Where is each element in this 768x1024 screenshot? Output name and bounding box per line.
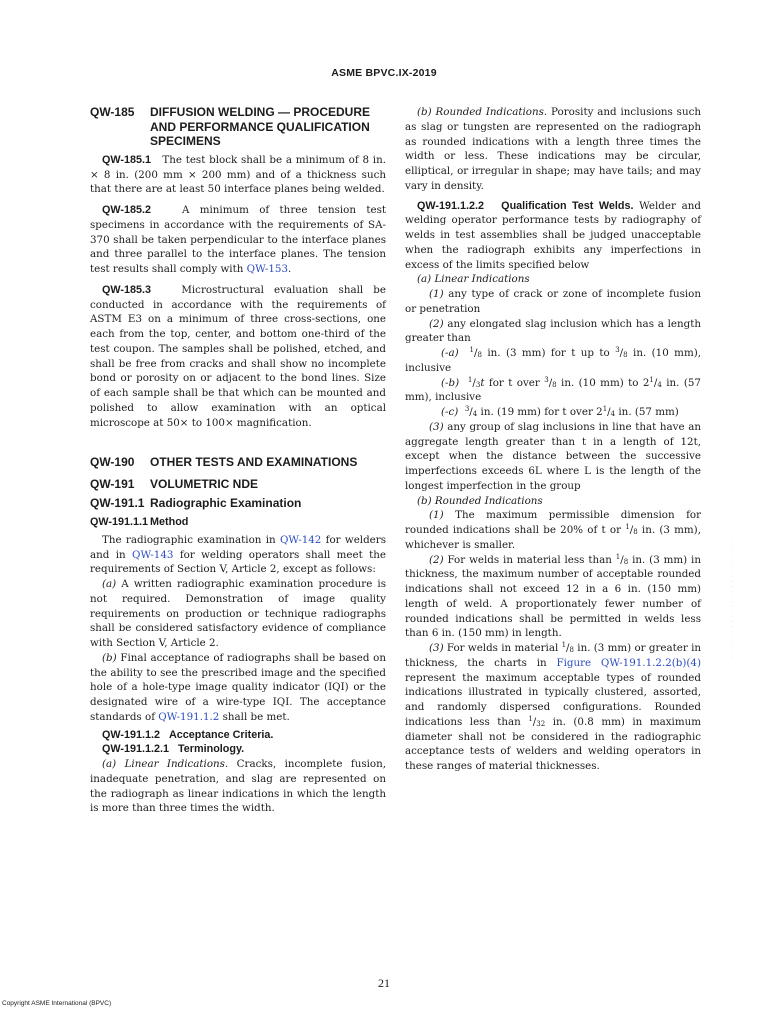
- item-label: (a): [102, 578, 117, 591]
- item-b3: (3) For welds in material $^1/_8$ in. (3 mm) or greater in thickness, the charts in Figure QW-191.1.2.2(b)(4) represent the maximum acceptable types of rounded indications illustrated in typically clustered, assorted, and randomly dispersed configurations. Rounded indications less than $^1/_{32}$ in. (0.8 mm) in maximum diameter shall not be considered in the radiographic acceptance tests of welders and welding operators in these ranges of material thicknesses.: [405, 641, 702, 772]
- copyright-notice: Copyright ASME International (BPVC): [2, 1000, 112, 1007]
- fraction-num: 1: [469, 346, 474, 354]
- right-column: [405, 105, 701, 774]
- paragraph-qw191122: [405, 199, 701, 273]
- item-a-heading: (a) Linear Indications: [417, 273, 530, 286]
- item-a2b: (-b) $^1/_3t$ for t over $^3/_8$ in. (10 mm) to $2^1/_4$ in. (57 mm), inclusive: [405, 375, 701, 404]
- paragraph-text: in. (57 mm): [618, 406, 679, 418]
- fraction-den: 8: [569, 646, 574, 654]
- paragraph-text: For welds in material: [443, 642, 559, 654]
- section-number: QW-185: [90, 105, 135, 119]
- item-a2: [405, 317, 701, 347]
- item-label: (-b): [441, 376, 460, 389]
- fraction-den: 4: [472, 410, 478, 418]
- fraction-den: 8: [552, 380, 557, 389]
- section-title: VOLUMETRIC NDE: [150, 476, 258, 491]
- section-title: Acceptance Criteria.: [169, 728, 274, 741]
- link-qw143[interactable]: QW-143: [132, 548, 174, 561]
- paragraph-text: Cracks, incomplete fusion, inadequate penetration, and slag are represented on the radiograph as linear indications in which the length is more than three times the width.: [90, 758, 387, 815]
- paragraph-text: in. (3 mm) for t up to: [487, 347, 610, 359]
- fraction-num: 1: [528, 714, 533, 723]
- item-label: (3): [429, 642, 444, 654]
- item-b-heading: (b) Rounded Indications: [417, 494, 543, 507]
- fraction-den: 8: [477, 351, 482, 359]
- paragraph-method-a: [90, 577, 386, 651]
- paragraph-text: A minimum of three tension test specimens in accordance with the requirements of SA-370 shall be taken perpendicular to the interface planes and three parallel to the interface planes. The tension test results shall comply with: [90, 204, 386, 276]
- section-heading-qw190: [90, 455, 386, 470]
- item-label: (b): [102, 651, 117, 664]
- item-label: (2): [429, 553, 444, 566]
- paragraph-text: for welders and in: [90, 533, 386, 561]
- item-label: (2): [429, 317, 444, 330]
- paragraph-qw1852: [90, 203, 386, 277]
- paragraph-text: in. (57 mm), inclusive: [405, 376, 701, 404]
- item-label: (3): [429, 420, 444, 433]
- paragraph-method: [90, 533, 386, 577]
- section-number: QW-191.1.1: [90, 515, 148, 528]
- paragraph-text: The radiographic examination in: [102, 533, 280, 546]
- fraction-num: 3: [544, 375, 549, 384]
- paragraph-linear-indications: [90, 757, 386, 816]
- fraction-den: 3: [475, 380, 481, 389]
- paragraph-rounded-indications-def: [405, 105, 701, 194]
- section-number: QW-191.1.2.1: [102, 743, 169, 756]
- item-b2: (2) For welds in material less than $^1/_8$ in. (3 mm) in thickness, the maximum number of acceptable rounded indications shall not exceed 12 in a 6 in. (150 mm) length of weld. A proportionately fewer number of rounded indications shall be permitted in welds less than 6 in. (150 mm) in length.: [405, 552, 701, 640]
- section-number: QW-191: [90, 476, 135, 491]
- section-title: Radiographic Examination: [150, 495, 302, 510]
- paragraph-text: in. (3 mm) in thickness, the maximum number of acceptable rounded indications shall not exceed 12 in a 6 in. (150 mm) length of weld. A proportionately fewer number of rounded indications shall be permitted in welds less than 6 in. (150 mm) in length.: [405, 553, 701, 640]
- item-label: (-c): [441, 406, 459, 418]
- section-heading-qw1911: [90, 495, 386, 511]
- section-heading-qw19111: [90, 514, 386, 530]
- item-label: (1): [429, 509, 444, 522]
- section-heading-qw19112: [90, 728, 386, 743]
- fraction-den: 4: [610, 410, 616, 418]
- paragraph-text: shall be met.: [219, 710, 290, 723]
- paragraph-text: The test block shall be a minimum of 8 in. × 8 in. (200 mm × 200 mm) and of a thickness such that there are at least 50 interface planes being welded.: [90, 153, 386, 196]
- variable-t: t: [480, 376, 485, 389]
- page-number: 21: [378, 976, 390, 990]
- fraction-num: 1: [615, 552, 621, 561]
- paragraph-qw1853: [90, 283, 386, 431]
- paragraph-text: any group of slag inclusions in line that have an aggregate length greater than t in a length of 12t, except when the distance between the successive imperfections exceeds 6L where L is the length of the longest imperfection in the group: [405, 420, 701, 492]
- fraction-num: 1: [625, 523, 630, 531]
- paragraph-text: represent the maximum acceptable types of rounded indications illustrated in typically clustered, assorted, and randomly dispersed configurations. Rounded indications less than: [405, 671, 701, 728]
- paragraph-text: Welder and welding operator performance tests by radiography of welds in test assemblies shall be judged unacceptable when the radiograph exhibits any imperfections in excess of the limits specified below: [405, 199, 701, 271]
- fraction-den: 8: [623, 557, 629, 566]
- paragraph-title: Qualification Test Welds.: [501, 199, 634, 212]
- paragraph-method-b: [90, 651, 386, 725]
- item-a3: [405, 420, 701, 494]
- section-heading-qw191121: [90, 742, 386, 757]
- fraction-num: 1: [467, 375, 473, 384]
- section-heading-qw191: [90, 476, 386, 492]
- fraction-num: 3: [464, 405, 470, 413]
- section-title: OTHER TESTS AND EXAMINATIONS: [150, 455, 358, 470]
- paragraph-text: For welds in material less than: [443, 553, 612, 566]
- section-heading-qw185: [90, 105, 386, 149]
- paragraph-text: A written radiographic examination procedure is not required. Demonstration of image quality requirements on production or technique radiographs shall be considered satisfactory evidence of compliance with Section V, Article 2.: [90, 578, 386, 650]
- paragraph-text: for t over: [488, 376, 540, 389]
- section-number: QW-191.1: [90, 495, 145, 510]
- paragraph-text: in. (3 mm), whichever is smaller.: [405, 524, 701, 551]
- fraction-num: 1: [602, 405, 608, 413]
- section-number: QW-191.1.2: [102, 728, 160, 741]
- fraction-num: 1: [649, 375, 654, 384]
- paragraph-text: for welding operators shall meet the requirements of Section V, Article 2, except as follows:: [90, 548, 386, 576]
- paragraph-number: QW-191.1.2.2: [417, 199, 484, 212]
- link-qw142[interactable]: QW-142: [279, 533, 322, 546]
- running-header: ASME BPVC.IX-2019: [331, 67, 437, 79]
- paragraph-text: in. (10 mm), inclusive: [405, 347, 701, 374]
- paragraph-text: The maximum permissible dimension for rounded indications shall be 20% of t or: [405, 509, 701, 536]
- item-a1: [405, 287, 701, 317]
- paragraph-text: in. (19 mm) for t over 2: [480, 406, 603, 418]
- paragraph-text: Porosity and inclusions such as slag or tungsten are represented on the radiograph as rounded indications with a length three times the width or less. These indications may be circular, elliptical, or irregular in shape; may have tails; and may vary in density.: [405, 106, 701, 192]
- paragraph-number: QW-185.2: [102, 204, 151, 217]
- paragraph-text: any type of crack or zone of incomplete fusion or penetration: [405, 288, 701, 315]
- fraction-den: 8: [623, 351, 628, 359]
- section-title: Terminology.: [178, 743, 245, 756]
- paragraph-qw1851: [90, 153, 386, 197]
- fraction-num: 1: [561, 641, 567, 649]
- paragraph-number: QW-185.3: [102, 283, 151, 296]
- item-b1: (1) The maximum permissible dimension for rounded indications shall be 20% of t or $^1/_8$ in. (3 mm), whichever is smaller.: [405, 509, 701, 551]
- paragraph-text: Final acceptance of radiographs shall be based on the ability to see the prescribed image and the specified hole of a hole-type image quality indicator (IQI) or the designated wire of a wire-type IQI. The acceptance standards of: [90, 651, 386, 723]
- fraction-den: 4: [657, 380, 662, 389]
- item-label: (b) Rounded Indications.: [417, 106, 548, 118]
- item-label: (a) Linear Indications.: [102, 758, 229, 771]
- item-a2a: (-a) $^1/_8$ in. (3 mm) for t up to $^3/_8$ in. (10 mm), inclusive: [405, 346, 701, 374]
- paragraph-text: Microstructural evaluation shall be conducted in accordance with the requirements of ASTM E3 on a minimum of three cross-sections, one each from the top, center, and bottom one-third of the test coupon. The samples shall be polished, etched, and shall be free from cracks and shall show no incomplete bond or porosity on or adjacent to the bond lines. Size of each sample shall be that which can be mounted and polished to allow examination with an optical microscope at 50× to 100× magnification.: [90, 283, 386, 429]
- fraction-num: 3: [615, 346, 620, 354]
- margin-watermark: · · · · · · · · · · · · · · · · · · · · · · · ·: [728, 540, 734, 659]
- paragraph-text: in. (0.8 mm) in maximum diameter shall not be considered in the radiographic acceptance tests of welders and welding operators in these ranges of material thicknesses.: [405, 715, 701, 772]
- item-a2c: (-c) $^3/_4$ in. (19 mm) for t over $2^1/_4$ in. (57 mm): [441, 405, 679, 418]
- paragraph-text: any elongated slag inclusion which has a length greater than: [405, 317, 701, 345]
- link-figure-qw191122b4[interactable]: Figure QW-191.1.2.2(b)(4): [556, 656, 701, 669]
- paragraph-number: QW-185.1: [102, 153, 151, 166]
- paragraph-text: in. (10 mm) to 2: [561, 376, 650, 389]
- link-qw19112[interactable]: QW-191.1.2: [158, 710, 220, 723]
- fraction-den: 32: [536, 719, 546, 728]
- paragraph-text-end: .: [288, 263, 292, 276]
- item-label: (1): [429, 288, 444, 300]
- left-column: [90, 105, 386, 816]
- section-title: DIFFUSION WELDING — PROCEDURE AND PERFORMANCE QUALIFICATION SPECIMENS: [150, 105, 371, 149]
- section-number: QW-190: [90, 455, 135, 470]
- section-title: Method: [150, 515, 189, 528]
- item-label: (-a): [441, 347, 459, 359]
- paragraph-text: in. (3 mm) or greater in thickness, the charts in: [405, 642, 702, 669]
- fraction-den: 8: [633, 528, 638, 536]
- link-qw153[interactable]: QW-153: [246, 263, 289, 276]
